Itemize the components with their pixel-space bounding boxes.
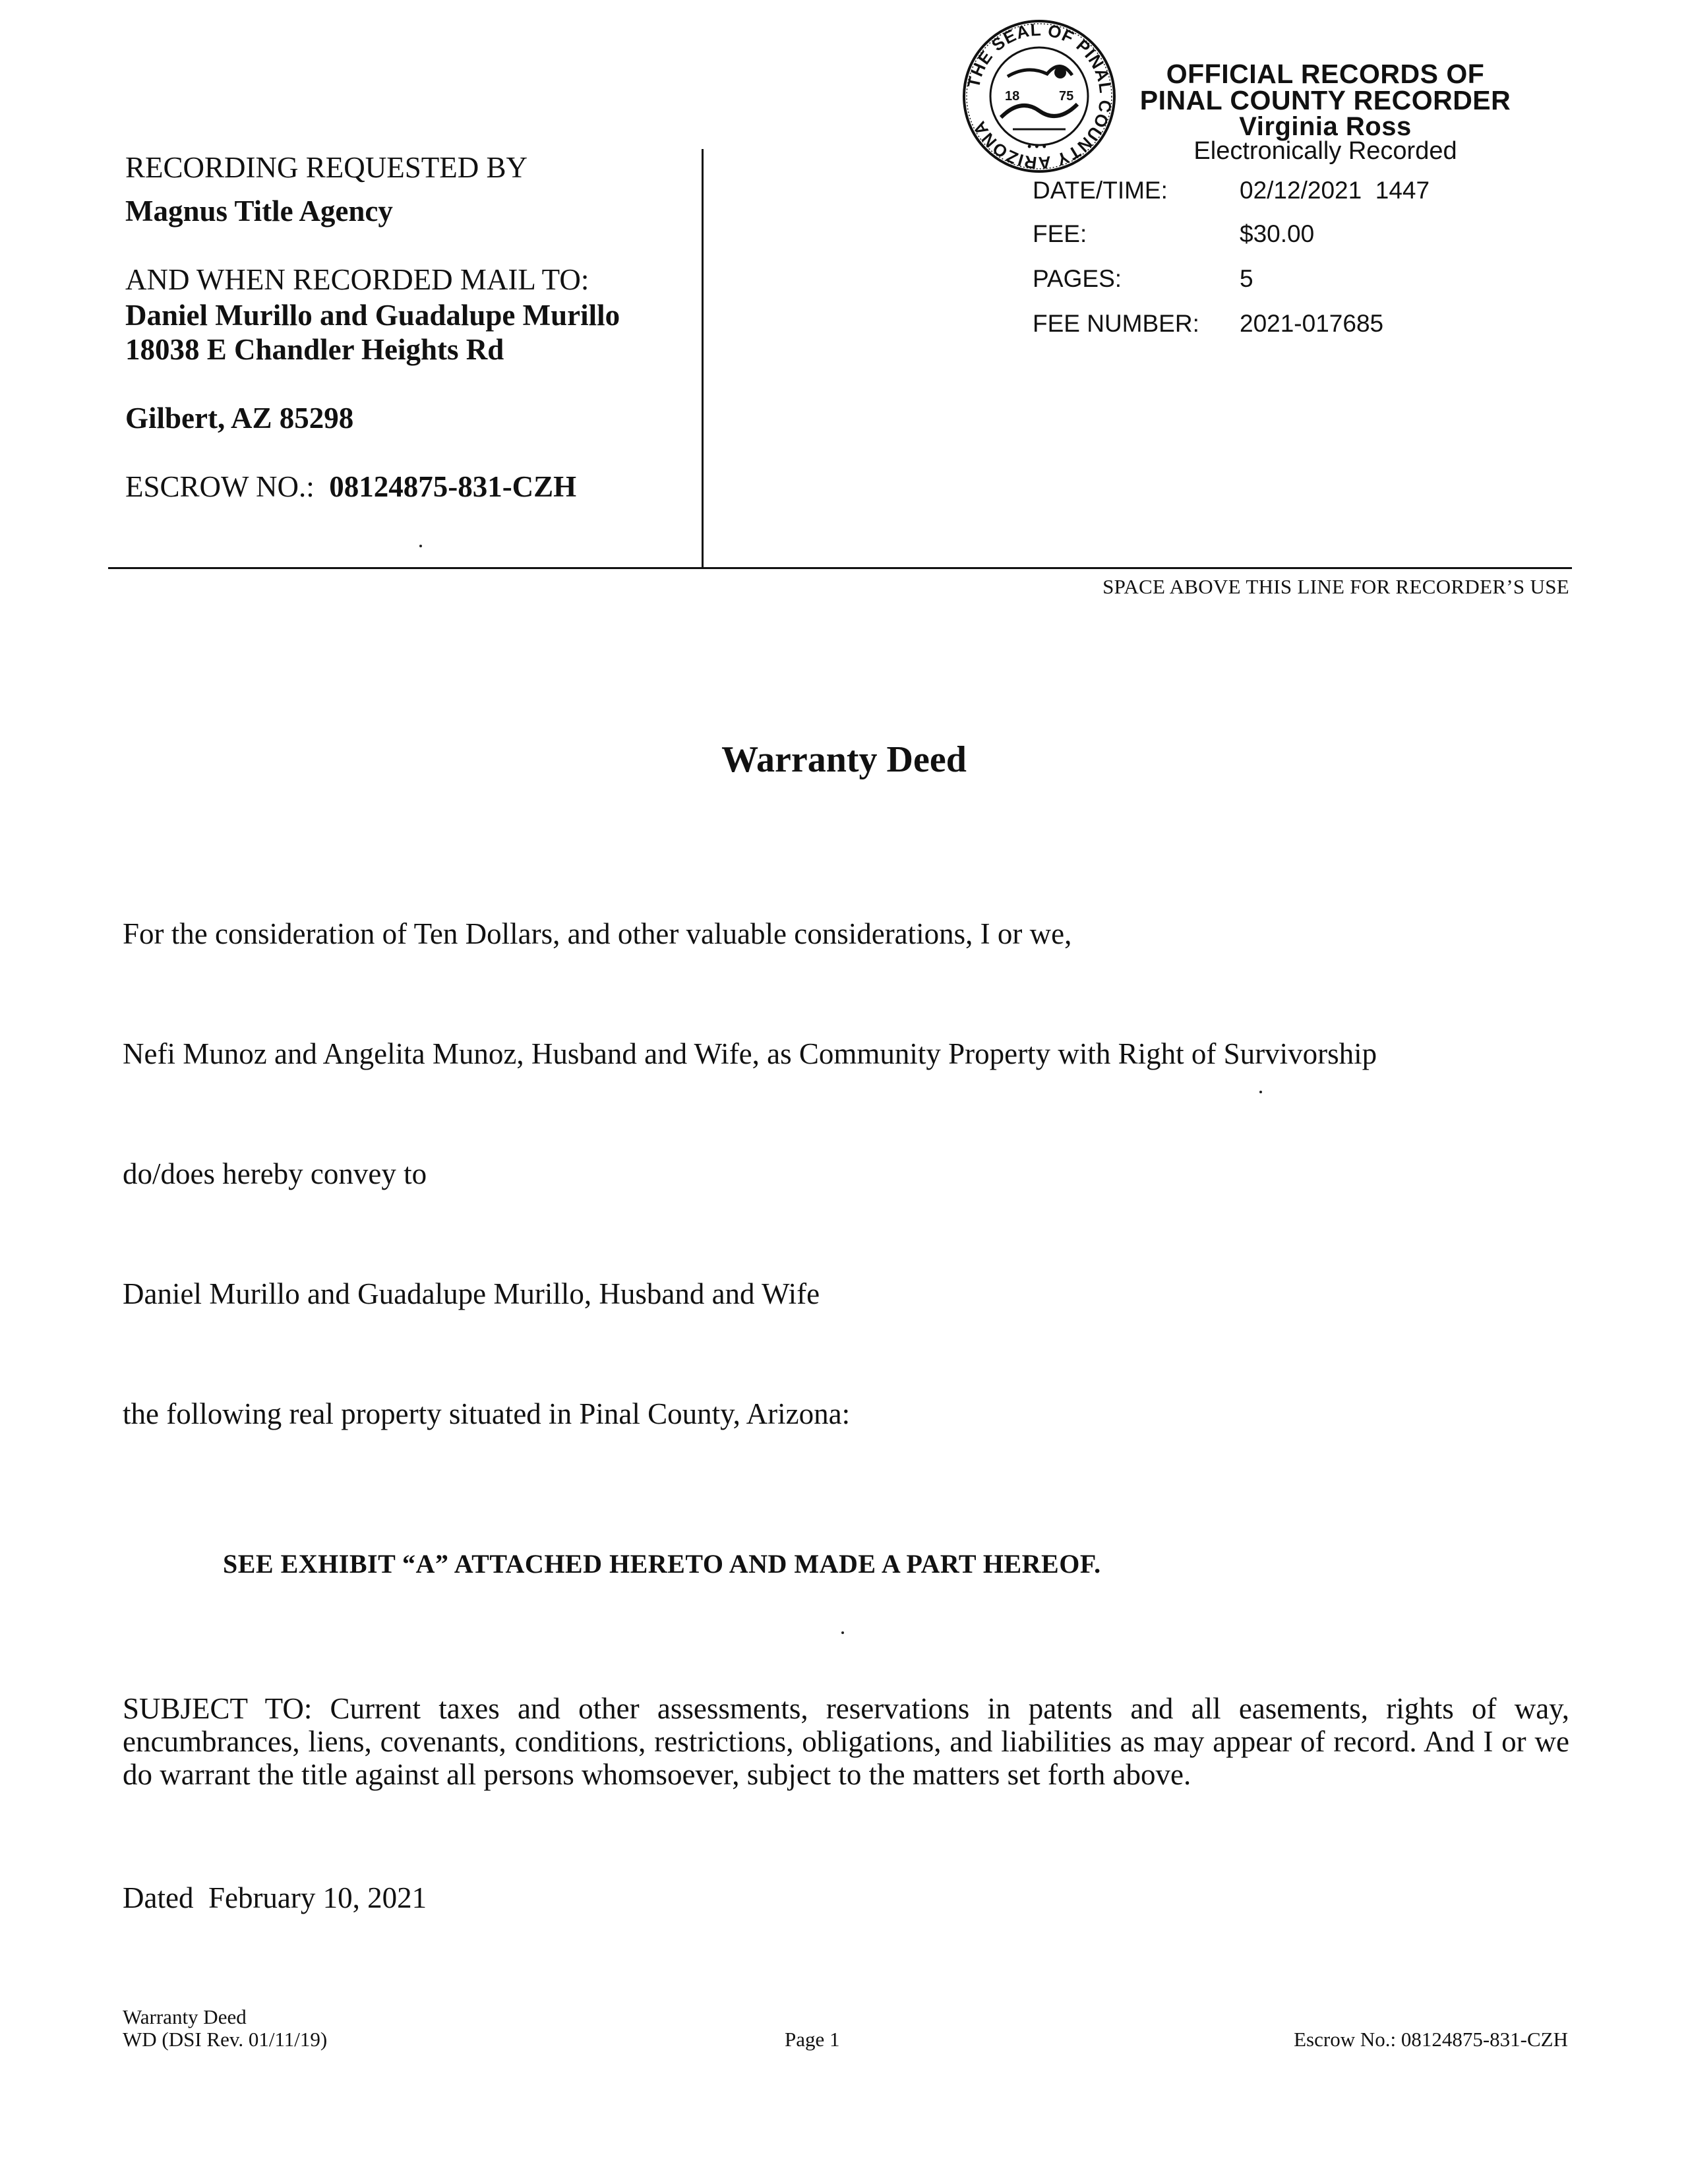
escrow-number: 08124875-831-CZH [329,470,577,503]
seal-ring-text: THE SEAL OF PINAL COUNTY ARIZONA [963,19,1116,173]
requested-by-name: Magnus Title Agency [125,195,393,228]
mail-to-name: Daniel Murillo and Guadalupe Murillo [125,299,620,332]
footer-escrow: Escrow No.: 08124875-831-CZH [1294,2028,1568,2051]
footer-form-rev: WD (DSI Rev. 01/11/19) [123,2028,328,2051]
mail-to-street: 18038 E Chandler Heights Rd [125,333,504,366]
field-label-pages: PAGES: [1033,265,1122,292]
escrow-number-line [125,470,576,504]
recorder-name: Virginia Ross [1239,112,1412,141]
dated-line: Dated February 10, 2021 [123,1881,427,1914]
footer-doc-name: Warranty Deed [123,2005,247,2028]
seal-year-left: 18 [1005,89,1020,104]
mail-to-label: AND WHEN RECORDED MAIL TO: [125,263,589,296]
mail-to-city: Gilbert, AZ 85298 [125,402,354,435]
svg-text:• • •: • • • [1027,140,1046,153]
recording-status: Electronically Recorded [1193,137,1457,165]
scan-speck [841,1631,844,1634]
consideration-clause: For the consideration of Ten Dollars, and other valuable considerations, I or we, [123,917,1072,950]
grantors: Nefi Munoz and Angelita Munoz, Husband and Wife, as Community Property with Right of Survivorship [123,1037,1377,1070]
header-divider-vertical [702,149,704,567]
recorder-title-line1: OFFICIAL RECORDS OF [1166,59,1485,89]
field-label-datetime: DATE/TIME: [1033,177,1168,204]
recorder-title-line2: PINAL COUNTY RECORDER [1139,85,1511,115]
field-label-fee: FEE: [1033,220,1087,247]
field-value-fee-number: 2021-017685 [1240,310,1384,337]
field-label-fee-number: FEE NUMBER: [1033,310,1199,337]
seal-year-right: 75 [1059,89,1074,104]
recording-requested-by-label: RECORDING REQUESTED BY [125,151,528,184]
scan-speck [1259,1091,1262,1093]
field-value-fee: $30.00 [1240,220,1315,247]
county-seal-icon [961,18,1117,174]
convey-clause: do/does hereby convey to [123,1157,427,1190]
space-above-line-note: SPACE ABOVE THIS LINE FOR RECORDER’S USE [1102,575,1569,598]
recorder-space-rule [108,567,1572,569]
footer-page-number: Page 1 [785,2028,840,2051]
subject-to-clause: SUBJECT TO: Current taxes and other assessments, reservations in patents and all easements, rights of way, encumbrances, liens, covenants, conditions, restrictions, obligations, and liabilities as may appear of record. And I or we do warrant the title against all persons whomsoever, subject to the matters set forth above. [123,1692,1569,1791]
document-title: Warranty Deed [721,739,967,780]
grantees: Daniel Murillo and Guadalupe Murillo, Husband and Wife [123,1277,820,1310]
scan-speck [419,545,422,547]
property-intro: the following real property situated in Pinal County, Arizona: [123,1397,851,1430]
escrow-label: ESCROW NO.: [125,470,315,503]
field-value-pages: 5 [1240,265,1253,292]
field-value-datetime: 02/12/2021 1447 [1240,177,1430,204]
exhibit-reference: SEE EXHIBIT “A” ATTACHED HERETO AND MADE A PART HEREOF. [223,1549,1101,1579]
